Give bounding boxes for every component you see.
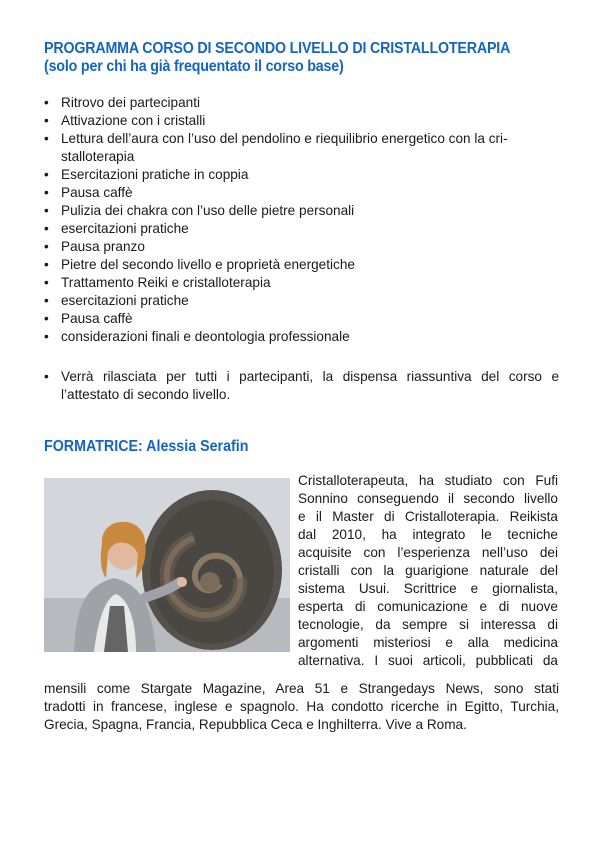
program-item: • Ritrovo dei partecipanti [44, 94, 559, 112]
bio-line: mensili come Stargate Magazine, Area 51 e Strangedays News, sono stati [44, 681, 559, 696]
program-item: • Trattamento Reiki e cristalloterapia [44, 274, 559, 292]
bio-line: acquisite con l’esperienza nell’uso dei [298, 545, 558, 560]
program-item: • esercitazioni pratiche [44, 220, 559, 238]
trainer-photo [44, 478, 290, 652]
program-item: • considerazioni finali e deontologia professionale [44, 328, 559, 346]
title-line-2: (solo per chi ha già frequentato il corso base) [44, 58, 344, 75]
bio-line: alternativa. I suoi articoli, pubblicati da [298, 653, 558, 668]
program-item: • Lettura dell’aura con l’uso del pendolino e riequilibrio energetico con la cri- stalloterapia [44, 130, 559, 166]
bio-line: esperta di comunicazione e di nuove [298, 599, 558, 614]
bio-line: cristalli con la guarigione naturale del [298, 563, 558, 578]
program-item: • Attivazione con i cristalli [44, 112, 559, 130]
bio-line: dal 2010, ha integrato le tecniche [298, 527, 558, 542]
bio-line: tecnologie, da sempre si interessa di [298, 617, 558, 632]
program-item: • Pausa pranzo [44, 238, 559, 256]
bio-line: e il Master di Cristalloterapia. Reikista [298, 509, 558, 524]
note-line-2: l’attestato di secondo livello. [61, 387, 231, 402]
program-item: • Esercitazioni pratiche in coppia [44, 166, 559, 184]
bio-line: argomenti misteriosi e alla medicina [298, 635, 558, 650]
program-item: • Pausa caffè [44, 310, 559, 328]
certificate-note [44, 368, 559, 404]
note-item [44, 368, 559, 404]
program-item: • Pausa caffè [44, 184, 559, 202]
bio-line: Sonnino conseguendo il secondo livello [298, 491, 558, 506]
program-list [44, 94, 559, 346]
trainer-bio-full [44, 680, 559, 734]
program-item: • Pietre del secondo livello e proprietà energetiche [44, 256, 559, 274]
bio-line: Grecia, Spagna, Francia, Repubblica Ceca e Inghilterra. Vive a Roma. [44, 717, 467, 732]
program-item: • Pulizia dei chakra con l’uso delle pietre personali [44, 202, 559, 220]
bio-line: sistema Usui. Scrittrice e giornalista, [298, 581, 558, 596]
bio-line: Cristalloterapeuta, ha studiato con Fufi [298, 473, 558, 488]
trainer-heading: FORMATRICE: Alessia Serafin [44, 438, 249, 455]
page-title [44, 40, 522, 76]
title-line-1: PROGRAMMA CORSO DI SECONDO LIVELLO DI CRISTALLOTERAPIA [44, 40, 511, 57]
bio-line: tradotti in francese, inglese e spagnolo. Ha condotto ricerche in Egitto, Turchia, [44, 699, 559, 714]
note-line-1: • Verrà rilasciata per tutti i partecipanti, la dispensa riassuntiva del corso e [61, 369, 559, 384]
trainer-bio-right [298, 472, 558, 670]
program-item: • esercitazioni pratiche [44, 292, 559, 310]
